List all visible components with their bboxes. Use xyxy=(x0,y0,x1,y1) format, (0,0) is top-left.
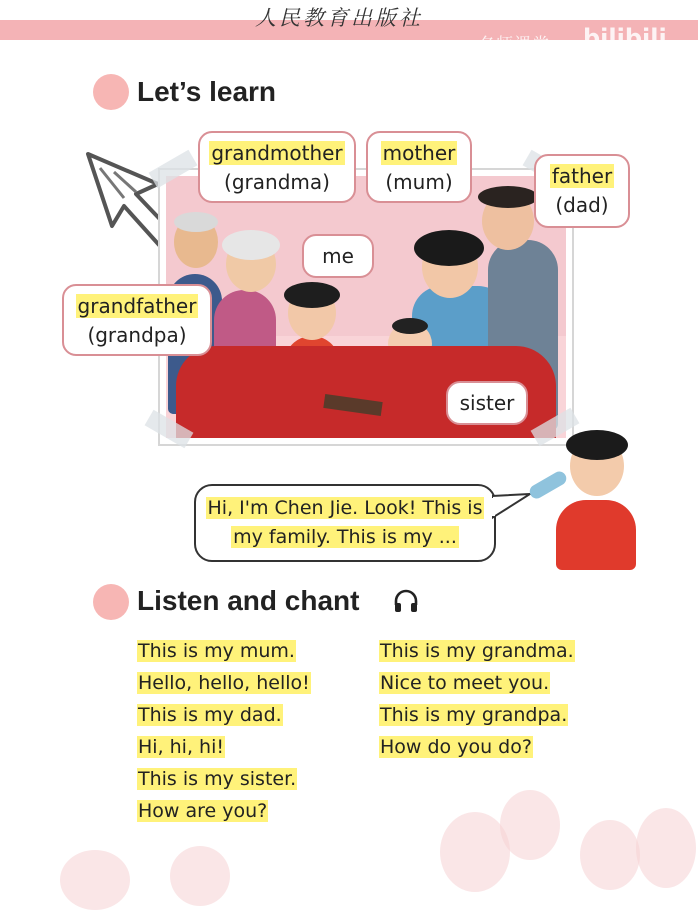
label-father: father (dad) xyxy=(534,154,630,228)
section-title-lets-learn: Let’s learn xyxy=(137,76,277,107)
chant-line: Hi, hi, hi! xyxy=(138,736,224,758)
chant-line: This is my dad. xyxy=(138,704,282,726)
chant-line: This is my mum. xyxy=(138,640,295,662)
label-mother: mother (mum) xyxy=(366,131,472,203)
headphones-icon[interactable] xyxy=(393,588,419,614)
section-dot xyxy=(93,584,129,620)
watermark-logo: bilibili xyxy=(583,24,667,52)
speech-bubble-tail xyxy=(492,492,532,522)
chant-line: This is my grandpa. xyxy=(380,704,568,726)
chant-line: Hello, hello, hello! xyxy=(138,672,310,694)
label-me: me xyxy=(302,234,374,278)
label-sister: sister xyxy=(446,381,528,425)
decorative-shape xyxy=(170,846,230,906)
chant-line: This is my sister. xyxy=(138,768,297,790)
watermark-text: 名师课堂 xyxy=(478,35,550,55)
label-grandfather: grandfather (grandpa) xyxy=(62,284,212,356)
chant-right-column xyxy=(379,638,575,766)
chant-left-column xyxy=(137,638,311,830)
chant-line: This is my grandma. xyxy=(380,640,574,662)
publisher-name: 人民教育出版社 xyxy=(255,6,423,30)
chant-line: How are you? xyxy=(138,800,268,822)
chant-line: How do you do? xyxy=(380,736,532,758)
section-title-listen-and-chant: Listen and chant xyxy=(137,585,360,616)
decorative-shape xyxy=(500,790,560,860)
speech-bubble: Hi, I'm Chen Jie. Look! This is my family. This is my ... xyxy=(194,484,496,562)
decorative-shape xyxy=(636,808,696,888)
label-grandmother: grandmother (grandma) xyxy=(198,131,356,203)
decorative-shape xyxy=(60,850,130,910)
chant-line: Nice to meet you. xyxy=(380,672,550,694)
section-dot xyxy=(93,74,129,110)
decorative-shape xyxy=(580,820,640,890)
